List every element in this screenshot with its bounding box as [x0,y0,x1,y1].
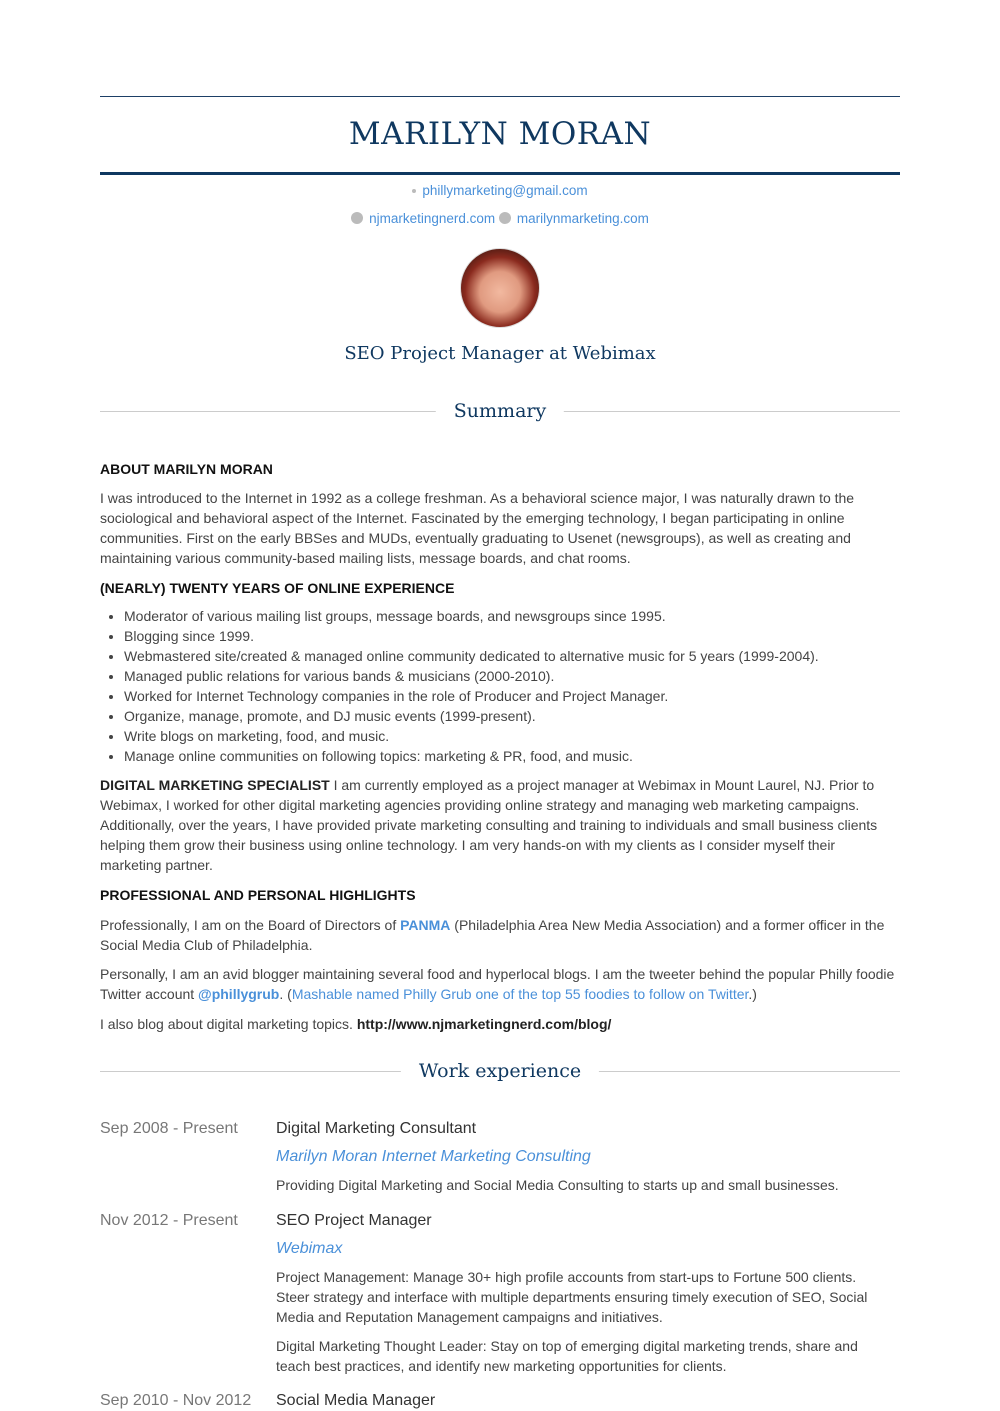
section-work [100,1057,900,1087]
experience-list [124,606,900,766]
highlight-paragraph [100,1014,900,1034]
globe-icon [499,212,511,224]
about-heading: ABOUT MARILYN MORAN [100,461,273,477]
job-title: SEO Project Manager [276,1212,432,1229]
job-title: Social Media Manager [276,1392,436,1409]
text: . ( [279,986,292,1002]
section-summary [100,397,900,427]
panma-link[interactable]: PANMA [400,917,451,933]
headline: SEO Project Manager at Webimax [344,343,656,364]
list-item: • Organize, manage, promote, and DJ music events (1999-present). [124,706,900,726]
text: Personally, I am an avid blogger maintaining several food and hyperlocal blogs. I am the tweeter behind the popular Philly foodie Twitter account [100,966,895,1002]
website-link[interactable]: njmarketingnerd.com [369,211,496,226]
list-item: • Managed public relations for various bands & musicians (2000-2010). [124,666,900,686]
list-item: • Write blogs on marketing, food, and music. [124,726,900,746]
candidate-name: MARILYN MORAN [348,116,652,152]
contact-email-row [100,181,900,201]
avatar [460,248,540,328]
twitter-link[interactable]: @phillygrub [198,986,280,1002]
job-dates: Nov 2012 - Present [100,1212,238,1229]
text: I also blog about digital marketing topics. [100,1016,357,1032]
job-dates: Sep 2010 - Nov 2012 [100,1392,252,1409]
globe-icon [351,212,363,224]
company-link[interactable]: Webimax [276,1240,343,1257]
section-title: Work experience [401,1057,599,1085]
contact-web-row [100,209,900,229]
text: (Philadelphia Area New Media Association) and a former officer in the Social Media Club of Philadelphia. [100,917,885,953]
experience-heading: (NEARLY) TWENTY YEARS OF ONLINE EXPERIENCE [100,580,455,596]
divider [100,96,900,97]
list-item: • Moderator of various mailing list groups, message boards, and newsgroups since 1995. [124,606,900,626]
company-link[interactable]: Marilyn Moran Internet Marketing Consulting [276,1148,591,1165]
job-dates: Sep 2008 - Present [100,1120,238,1137]
highlight-paragraph [100,964,900,1004]
job-description: Project Management: Manage 30+ high profile accounts from start-ups to Fortune 500 clients. Steer strategy and interface with multiple departments ensuring timely execution of SEO, Social Media and Reputation Management campaigns and initiatives. [276,1269,868,1325]
blog-link[interactable]: http://www.njmarketingnerd.com/blog/ [356,1016,612,1032]
highlights-heading: PROFESSIONAL AND PERSONAL HIGHLIGHTS [100,887,416,903]
dms-paragraph [100,775,900,875]
email-icon [412,189,416,193]
list-item: • Manage online communities on following topics: marketing & PR, food, and music. [124,746,900,766]
mashable-link[interactable]: Mashable named Philly Grub one of the top 55 foodies to follow on Twitter [291,986,749,1002]
job-description: Providing Digital Marketing and Social Media Consulting to starts up and small businesses. [276,1177,839,1193]
list-item: • Webmastered site/created & managed online community dedicated to alternative music for 5 years (1999-2004). [124,646,900,666]
list-item: • Worked for Internet Technology companies in the role of Producer and Project Manager. [124,686,900,706]
job-title: Digital Marketing Consultant [276,1120,477,1137]
text: Professionally, I am on the Board of Directors of [100,917,401,933]
email-link[interactable]: phillymarketing@gmail.com [422,183,588,198]
divider [100,172,900,175]
website-link[interactable]: marilynmarketing.com [516,211,649,226]
section-title: Summary [436,397,564,425]
dms-label: DIGITAL MARKETING SPECIALIST [100,777,330,793]
list-item: • Blogging since 1999. [124,626,900,646]
about-text: I was introduced to the Internet in 1992 as a college freshman. As a behavioral science major, I was naturally drawn to the sociological and behavioral aspect of the Internet. Fascinated by the emerging technology, I began participating in online communities. First on the early BBSes and MUDs, eventually graduating to Usenet (newsgroups), as well as creating and maintaining various community-based mailing lists, message boards, and chat rooms. [100,490,855,566]
dms-text: I am currently employed as a project manager at Webimax in Mount Laurel, NJ. Prior to Webimax, I worked for other digital marketing agencies providing online strategy and managing web marketing campaigns. Additionally, over the years, I have provided private marketing consulting and training to individuals and small business clients helping them grow their business using online technology. I am very hands-on with my clients as I consider myself their marketing partner. [100,777,878,873]
text: .) [748,986,757,1002]
job-description: Digital Marketing Thought Leader: Stay on top of emerging digital marketing trends, share and teach best practices, and identify new marketing opportunities for clients. [276,1338,858,1374]
highlight-paragraph [100,915,900,955]
